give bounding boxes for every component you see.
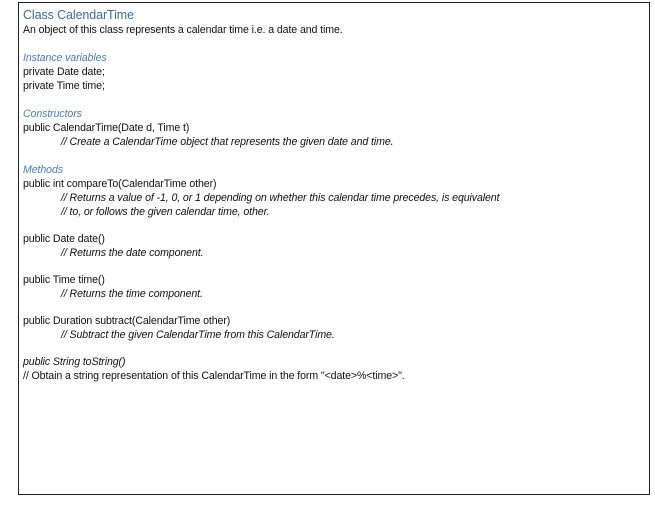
methods-heading: Methods [23,164,63,176]
method-subtract-comment: // Subtract the given CalendarTime from this CalendarTime. [61,329,335,341]
constructors-heading: Constructors [23,108,82,120]
method-time-comment: // Returns the time component. [61,288,203,300]
instance-variable-date: private Date date; [23,66,105,78]
method-compareto-signature: public int compareTo(CalendarTime other) [23,178,217,190]
class-description: An object of this class represents a calendar time i.e. a date and time. [23,24,343,36]
method-date-signature: public Date date() [23,233,105,245]
instance-variables-heading: Instance variables [23,52,107,64]
method-tostring-signature: public String toString() [23,356,126,368]
constructor-signature: public CalendarTime(Date d, Time t) [23,122,190,134]
method-compareto-comment-2: // to, or follows the given calendar time, other. [61,206,270,218]
method-date-comment: // Returns the date component. [61,247,204,259]
method-tostring-comment: // Obtain a string representation of this CalendarTime in the form "<date>%<time>". [23,370,405,382]
method-time-signature: public Time time() [23,274,105,286]
instance-variable-time: private Time time; [23,80,105,92]
constructor-comment: // Create a CalendarTime object that represents the given date and time. [61,136,394,148]
class-title: Class CalendarTime [23,8,134,22]
class-spec-box [18,2,650,495]
method-subtract-signature: public Duration subtract(CalendarTime other) [23,315,231,327]
method-compareto-comment-1: // Returns a value of -1, 0, or 1 depending on whether this calendar time precedes, is equivalent [61,192,500,204]
